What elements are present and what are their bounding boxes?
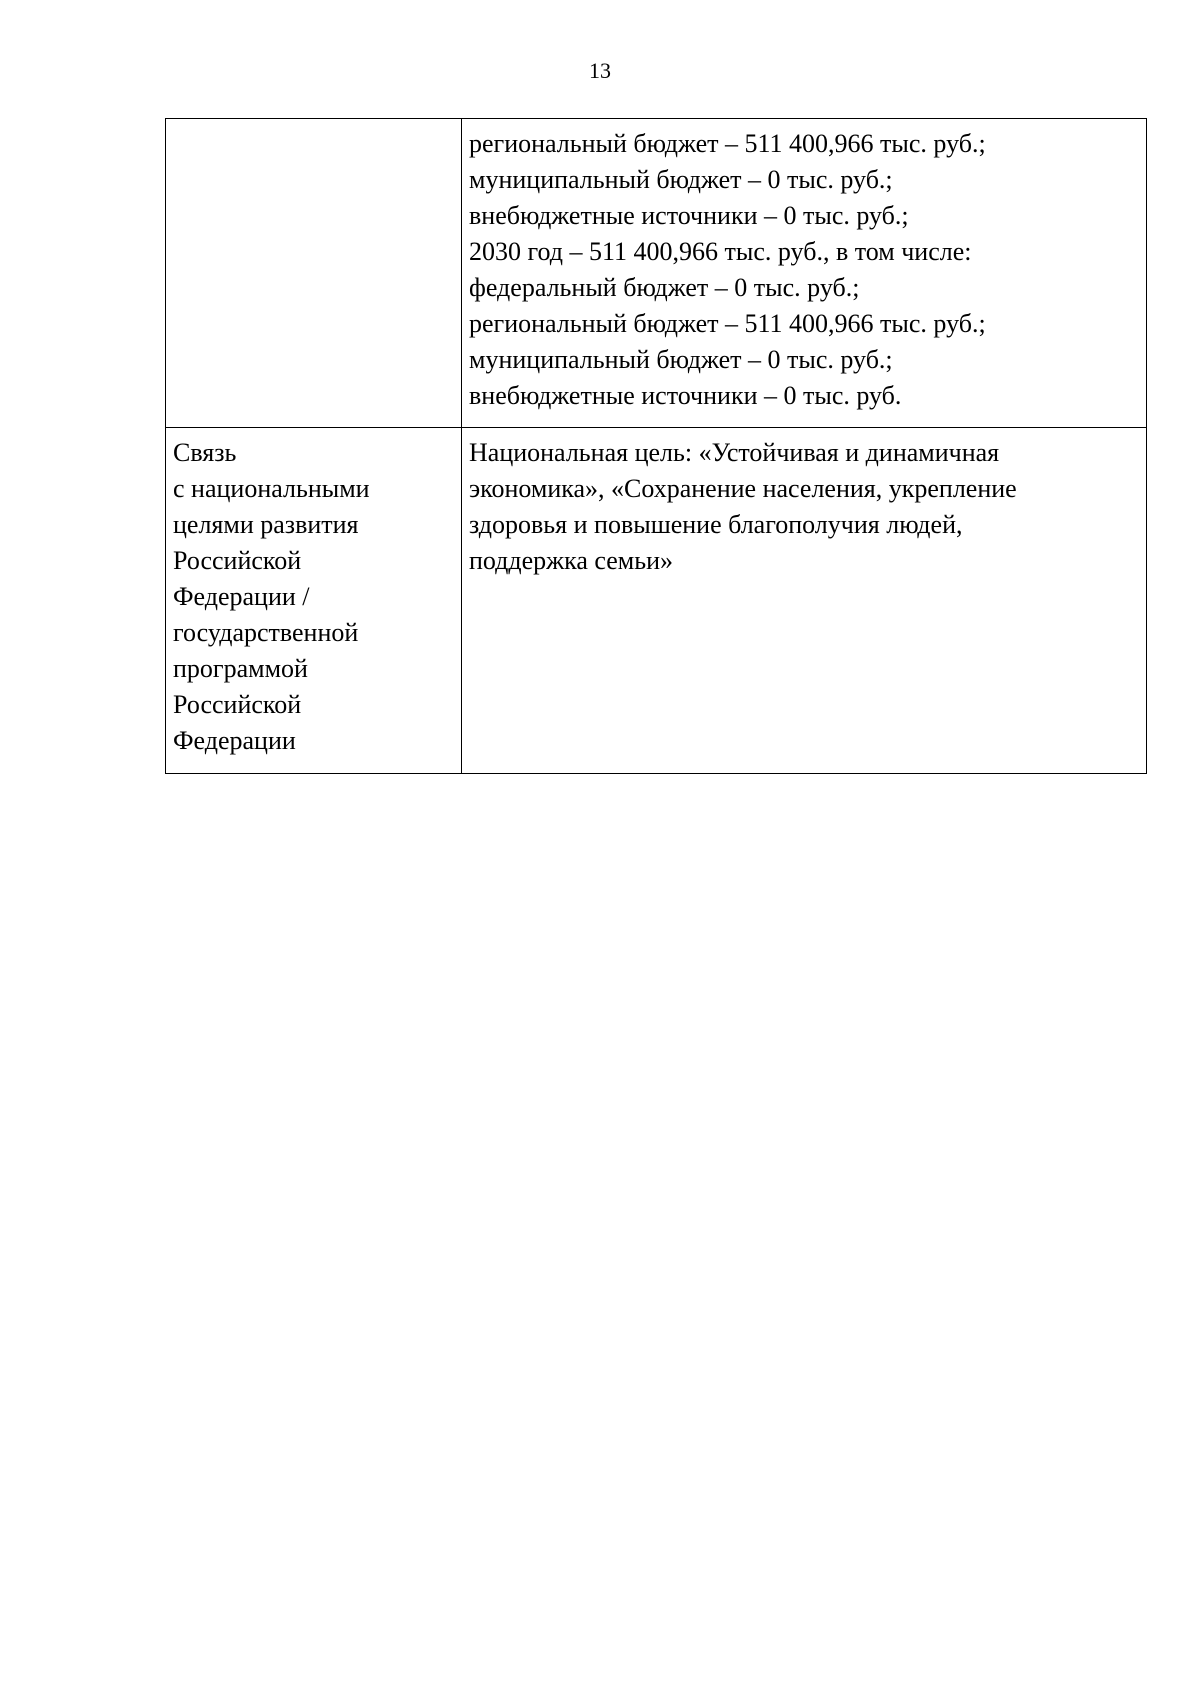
- goals-label-line: с национальными: [173, 474, 370, 503]
- financing-line: региональный бюджет – 511 400,966 тыс. руб.;: [469, 309, 986, 338]
- goals-label-line: государственной: [173, 618, 359, 647]
- financing-line: внебюджетные источники – 0 тыс. руб.: [469, 381, 902, 410]
- financing-line: муниципальный бюджет – 0 тыс. руб.;: [469, 165, 893, 194]
- goals-label-line: Связь: [173, 438, 237, 467]
- goals-label-line: целями развития: [173, 510, 359, 539]
- goals-label-line: программой: [173, 654, 308, 683]
- table-cell-empty-label: [166, 119, 462, 428]
- financing-line: муниципальный бюджет – 0 тыс. руб.;: [469, 345, 893, 374]
- goals-value-line: Национальная цель: «Устойчивая и динамичная: [469, 438, 1000, 467]
- financing-line: внебюджетные источники – 0 тыс. руб.;: [469, 201, 909, 230]
- passport-table: [165, 118, 1147, 774]
- table-cell-financing-values: [462, 119, 1147, 428]
- table-cell-goals-label: [166, 428, 462, 774]
- table-cell-goals-value: [462, 428, 1147, 774]
- financing-line: региональный бюджет – 511 400,966 тыс. руб.;: [469, 129, 986, 158]
- goals-value-line: экономика», «Сохранение населения, укрепление: [469, 474, 1017, 503]
- goals-label-line: Федерации: [173, 726, 296, 755]
- page-number: 13: [589, 58, 611, 83]
- table-row-financing: [166, 119, 1147, 428]
- goals-label-line: Российской: [173, 690, 302, 719]
- financing-line: федеральный бюджет – 0 тыс. руб.;: [469, 273, 860, 302]
- goals-label-line: Российской: [173, 546, 302, 575]
- financing-line: 2030 год – 511 400,966 тыс. руб., в том числе:: [469, 237, 972, 266]
- goals-value-line: поддержка семьи»: [469, 546, 674, 575]
- table-row-national-goals: [166, 428, 1147, 774]
- goals-label-line: Федерации /: [173, 582, 310, 611]
- goals-value-line: здоровья и повышение благополучия людей,: [469, 510, 963, 539]
